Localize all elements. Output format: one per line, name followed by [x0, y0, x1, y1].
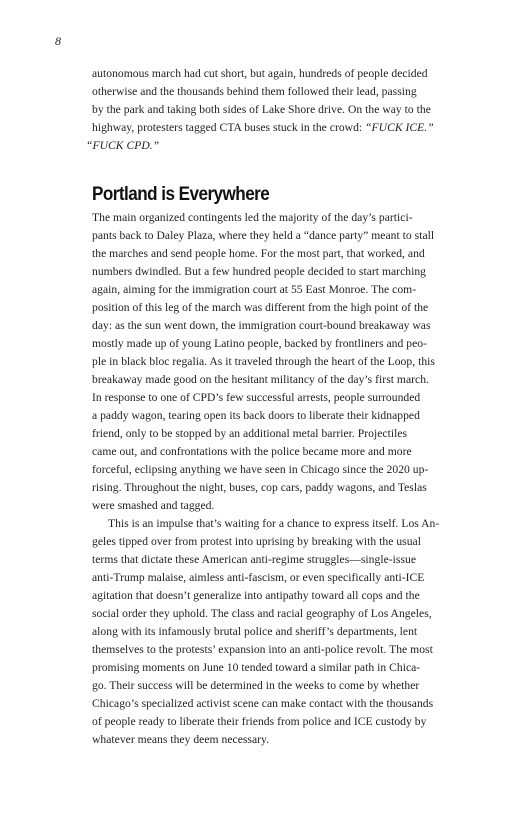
body-line — [92, 119, 434, 137]
body-line: go. Their success will be determined in the weeks to come by whether — [92, 679, 420, 692]
body-line: pants back to Daley Plaza, where they held a “dance party” meant to stall — [92, 229, 435, 242]
body-line: anti-Trump malaise, aimless anti-fascism, or even specifically anti-ICE — [92, 571, 425, 584]
body-text: highway, protesters tagged CTA buses stuck in the crowd: — [92, 121, 366, 134]
body-line: themselves to the protests’ expansion into an anti-police revolt. The most — [92, 643, 433, 656]
quote-fuck-ice: “FUCK ICE.” — [365, 121, 434, 134]
quote-fuck-cpd: “FUCK CPD.” — [86, 139, 160, 152]
body-line: ple in black bloc regalia. As it traveled through the heart of the Loop, this — [92, 355, 435, 368]
body-line: The main organized contingents led the majority of the day’s partici- — [92, 211, 413, 224]
page-number: 8 — [55, 34, 61, 48]
body-line: mostly made up of young Latino people, backed by frontliners and peo- — [92, 337, 427, 350]
section-heading: Portland is Everywhere — [92, 184, 270, 205]
body-line: whatever means they deem necessary. — [92, 733, 270, 746]
body-line: by the park and taking both sides of Lake Shore drive. On the way to the — [92, 103, 431, 116]
body-line: otherwise and the thousands behind them followed their lead, passing — [92, 85, 417, 98]
body-line: the marches and send people home. For the most part, that worked, and — [92, 247, 425, 260]
body-line: terms that dictate these American anti-regime struggles—single-issue — [92, 553, 416, 566]
body-line: position of this leg of the march was different from the high point of the — [92, 301, 429, 314]
body-line: along with its infamously brutal police and sheriff’s departments, lent — [92, 625, 418, 638]
body-line: a paddy wagon, tearing open its back doors to liberate their kidnapped — [92, 409, 420, 422]
body-line: Chicago’s specialized activist scene can make contact with the thousands — [92, 697, 434, 710]
body-line: again, aiming for the immigration court at 55 East Monroe. The com- — [92, 283, 417, 296]
body-line: social order they uphold. The class and racial geography of Los Angeles, — [92, 607, 432, 620]
body-line: This is an impulse that’s waiting for a chance to express itself. Los An- — [108, 517, 440, 530]
body-line: day: as the sun went down, the immigration court-bound breakaway was — [92, 319, 431, 332]
body-line: rising. Throughout the night, buses, cop cars, paddy wagons, and Teslas — [92, 481, 427, 494]
body-line: breakaway made good on the hesitant militancy of the day’s first march. — [92, 373, 429, 386]
body-line: promising moments on June 10 tended toward a similar path in Chica- — [92, 661, 421, 674]
body-line: came out, and confrontations with the police became more and more — [92, 445, 412, 458]
body-line: numbers dwindled. But a few hundred people decided to start marching — [92, 265, 426, 278]
body-line: were smashed and tagged. — [92, 499, 215, 512]
body-line: geles tipped over from protest into uprising by breaking with the usual — [92, 535, 421, 548]
body-line: of people ready to liberate their friends from police and ICE custody by — [92, 715, 427, 728]
body-line: autonomous march had cut short, but again, hundreds of people decided — [92, 67, 428, 80]
body-line: friend, only to be stopped by an additional metal barrier. Projectiles — [92, 427, 408, 440]
body-line: agitation that doesn’t generalize into antipathy toward all cops and the — [92, 589, 420, 602]
body-line — [86, 137, 159, 155]
body-line: In response to one of CPD’s few successful arrests, people surrounded — [92, 391, 421, 404]
body-line: forceful, eclipsing anything we have seen in Chicago since the 2020 up- — [92, 463, 429, 476]
